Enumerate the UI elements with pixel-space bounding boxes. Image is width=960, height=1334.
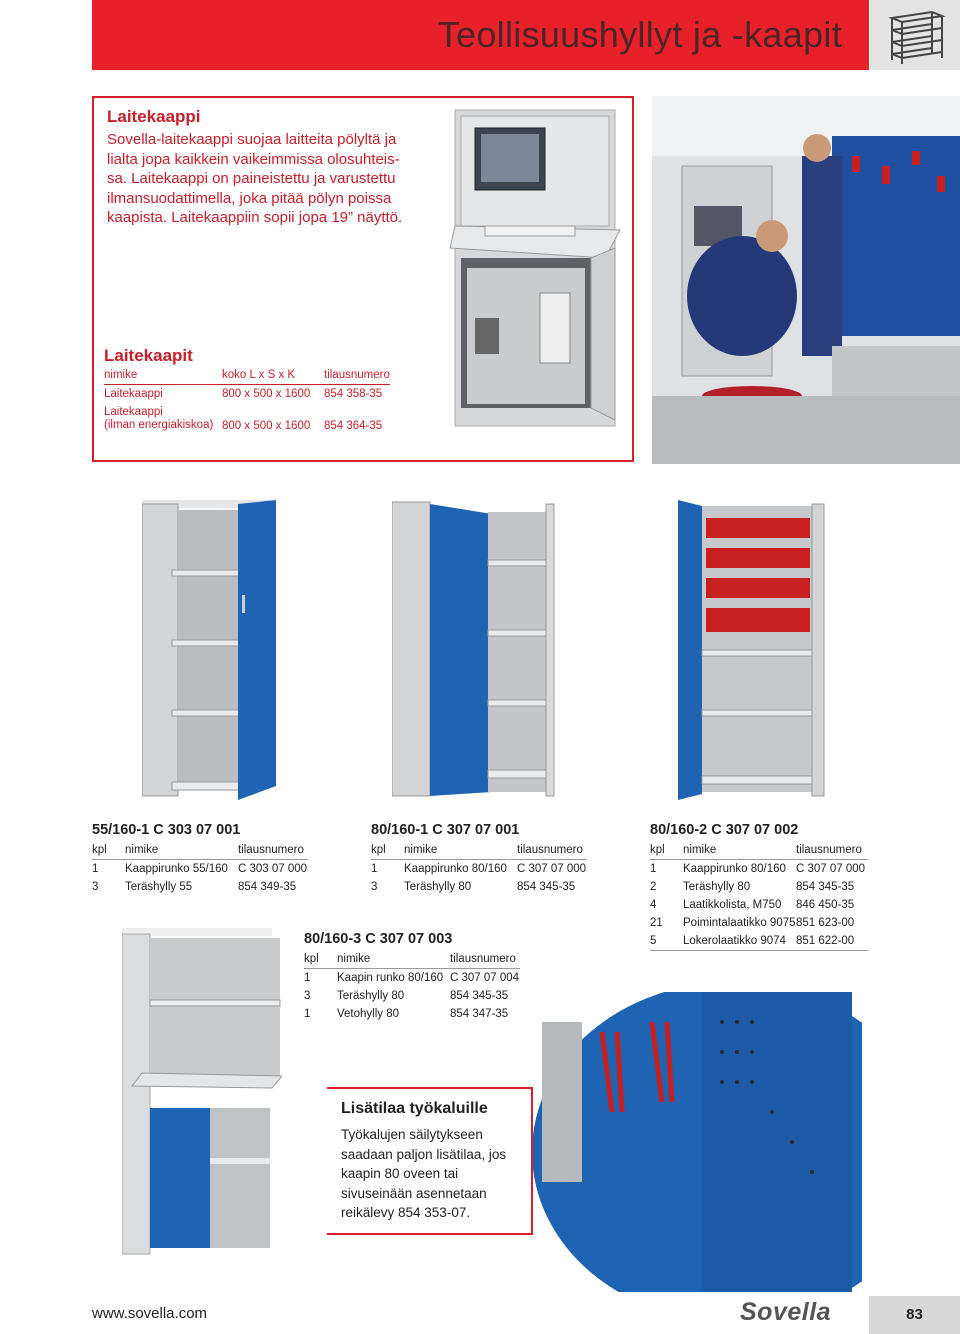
cell: Laitekaappi (ilman energiakiskoa) — [104, 406, 214, 431]
cell: Poimintalaatikko 9075 — [683, 917, 796, 929]
table-row — [371, 860, 587, 879]
cell: 1 — [92, 863, 99, 875]
table-header-row — [92, 841, 308, 860]
cell: Laitekaappi — [104, 388, 163, 400]
table-row — [371, 878, 587, 896]
callout-text: Työkalujen säilytykseen saadaan paljon lisätilaa, jos kaapin 80 oveen tai sivuseinään asennetaan reikälevy 854 353-07. — [341, 1127, 507, 1220]
cabinet-80-1-photo — [392, 500, 557, 800]
table-row — [650, 860, 868, 879]
intro-text: Sovella-laitekaappi suojaa laitteita pölyltä ja lialta jopa kaikkein vaikeimmissa olosuhteis-sa. Laitekaappi on paineistettu ja varustettu ilmansuodattimella, joka pitää pölyn poissa kaapista. Laitekaappiin sopii jopa 19” näyttö. — [107, 131, 403, 226]
col-header: kpl — [92, 841, 125, 860]
col-header: tilausnumero — [517, 841, 587, 860]
cell: Teräshylly 55 — [125, 881, 193, 893]
cell: Lokerolaatikko 9074 — [683, 935, 786, 947]
cell: 854 349-35 — [238, 881, 297, 893]
col-header: kpl — [371, 841, 404, 860]
table-header-row — [650, 841, 868, 860]
laitekaapit-table — [104, 366, 390, 435]
table-row — [104, 385, 390, 404]
product-title: 80/160-2 C 307 07 002 — [650, 822, 799, 838]
table-row — [92, 878, 308, 896]
col-header: tilausnumero — [324, 366, 390, 385]
callout-heading: Lisätilaa työkaluille — [341, 1100, 488, 1117]
cell: 800 x 500 x 1600 — [222, 420, 311, 432]
cell: C 307 07 004 — [450, 972, 520, 984]
cell: 854 358-35 — [324, 388, 383, 400]
cell: 800 x 500 x 1600 — [222, 388, 311, 400]
cell: 854 345-35 — [796, 881, 855, 893]
cell: 2 — [650, 881, 657, 893]
cell: 854 345-35 — [450, 990, 509, 1002]
table-header-row — [371, 841, 587, 860]
table-row — [92, 860, 308, 879]
cell: Teräshylly 80 — [404, 881, 472, 893]
col-header: nimike — [683, 841, 796, 860]
cell: Kaappirunko 55/160 — [125, 863, 228, 875]
cell: 846 450-35 — [796, 899, 855, 911]
cell: 1 — [304, 972, 311, 984]
shelf-icon — [870, 0, 960, 70]
col-header: kpl — [650, 841, 683, 860]
product-table-80-3 — [304, 950, 520, 1023]
col-header: nimike — [104, 366, 222, 385]
cell: C 307 07 000 — [796, 863, 866, 875]
table-row — [304, 969, 520, 988]
cell: 1 — [304, 1008, 311, 1020]
table-row — [650, 896, 868, 914]
pegboard-tools-photo — [522, 992, 862, 1292]
cell: Kaapin runko 80/160 — [337, 972, 444, 984]
cell: 851 622-00 — [796, 935, 855, 947]
cabinet-80-2-photo — [668, 500, 828, 800]
cell: 854 345-35 — [517, 881, 576, 893]
product-table-55-1 — [92, 841, 308, 896]
cell: 854 347-35 — [450, 1008, 509, 1020]
cell: C 303 07 000 — [238, 863, 308, 875]
cell: 1 — [371, 863, 378, 875]
cell: Kaappirunko 80/160 — [683, 863, 786, 875]
col-header: koko L x S x K — [222, 366, 324, 385]
table-row — [650, 932, 868, 951]
cell: Teräshylly 80 — [683, 881, 751, 893]
cell: 5 — [650, 935, 657, 947]
cell: 3 — [371, 881, 378, 893]
cell: 21 — [650, 917, 663, 929]
cell: 854 364-35 — [324, 420, 383, 432]
footer-url-link[interactable]: www.sovella.com — [92, 1305, 208, 1322]
col-header: nimike — [125, 841, 238, 860]
cell: 3 — [92, 881, 99, 893]
col-header: tilausnumero — [450, 950, 520, 969]
col-header: nimike — [337, 950, 450, 969]
cell: Kaappirunko 80/160 — [404, 863, 507, 875]
cell: Laatikkolista, M750 — [683, 899, 782, 911]
cell: Vetohylly 80 — [337, 1008, 400, 1020]
product-title: 80/160-1 C 307 07 001 — [371, 822, 520, 838]
workshop-photo — [652, 96, 960, 464]
cabinet-55-photo — [142, 500, 282, 800]
sovella-logo: Sovella — [740, 1298, 832, 1326]
laitekaapit-title: Laitekaapit — [104, 346, 193, 365]
table-row — [304, 987, 520, 1005]
col-header: kpl — [304, 950, 337, 969]
intro-heading: Laitekaappi — [107, 107, 201, 126]
table-header-row — [304, 950, 520, 969]
cell: C 307 07 000 — [517, 863, 587, 875]
table-row — [304, 1005, 520, 1023]
cabinet-80-3-photo — [122, 928, 282, 1258]
cell: 1 — [650, 863, 657, 875]
col-header: nimike — [404, 841, 517, 860]
cell: 3 — [304, 990, 311, 1002]
page-title: Teollisuushyllyt ja -kaapit — [437, 14, 842, 55]
table-row — [650, 914, 868, 932]
product-table-80-2 — [650, 841, 868, 951]
product-title: 55/160-1 C 303 07 001 — [92, 822, 241, 838]
cell: 851 623-00 — [796, 917, 855, 929]
table-row — [650, 878, 868, 896]
col-header: tilausnumero — [796, 841, 868, 860]
table-header-row — [104, 366, 390, 385]
page-number: 83 — [869, 1296, 960, 1334]
product-title: 80/160-3 C 307 07 003 — [304, 931, 453, 947]
product-table-80-1 — [371, 841, 587, 896]
col-header: tilausnumero — [238, 841, 308, 860]
cell: 4 — [650, 899, 657, 911]
cell: Teräshylly 80 — [337, 990, 405, 1002]
table-row — [104, 403, 390, 435]
computer-cabinet-photo — [445, 108, 630, 428]
